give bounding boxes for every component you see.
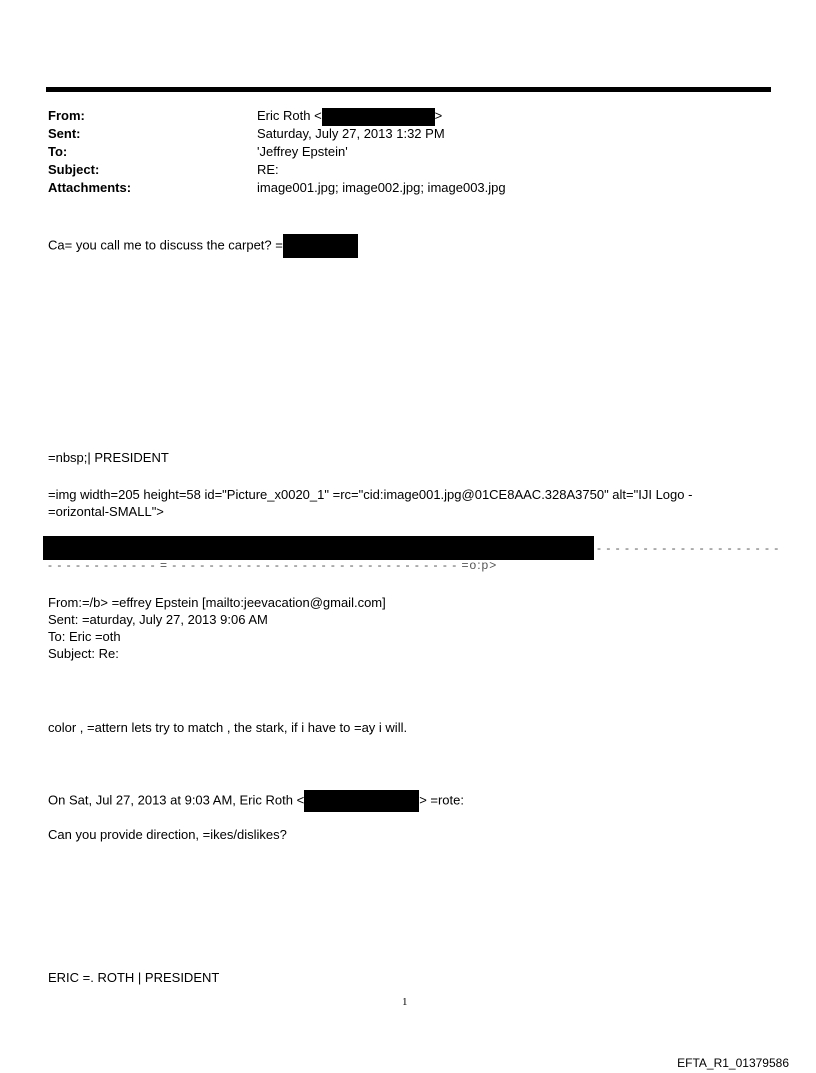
direction-question: Can you provide direction, =ikes/dislikes? xyxy=(48,827,287,842)
redaction-bar xyxy=(43,536,594,560)
quoted-sent: Sent: =aturday, July 27, 2013 9:06 AM xyxy=(48,612,268,627)
subject-label: Subject: xyxy=(48,162,100,177)
img-tag-line-1: =img width=205 height=58 id="Picture_x0020_1" =rc="cid:image001.jpg@01CE8AAC.328A3750" alt="IJI Logo - xyxy=(48,487,693,502)
from-name: Eric Roth < xyxy=(257,108,322,123)
signature-line-1: =nbsp;| PRESIDENT xyxy=(48,450,169,465)
img-tag-line-2: =orizontal-SMALL"> xyxy=(48,504,164,519)
attachments-label: Attachments: xyxy=(48,180,132,195)
reply-text: color , =attern lets try to match , the stark, if i have to =ay i will. xyxy=(48,720,408,735)
quoted-from: From:=/b> =effrey Epstein [mailto:jeevacation@gmail.com] xyxy=(48,595,386,610)
signature-line-2: ERIC =. ROTH | PRESIDENT xyxy=(48,970,220,985)
carpet-text: Ca= you call me to discuss the carpet? = xyxy=(48,237,283,253)
on-sat-prefix: On Sat, Jul 27, 2013 at 9:03 AM, Eric Roth < xyxy=(48,792,305,808)
on-sat-suffix: > =rote: xyxy=(419,792,464,808)
from-value xyxy=(257,107,442,126)
from-label: From: xyxy=(48,108,85,123)
dashed-separator-right: - - - - - - - - - - - - - - - - - - - - xyxy=(597,541,780,555)
subject-value: RE: xyxy=(257,162,279,177)
redaction-block xyxy=(283,234,358,258)
to-label: To: xyxy=(48,144,68,159)
to-value: 'Jeffrey Epstein' xyxy=(257,144,348,159)
sent-value: Saturday, July 27, 2013 1:32 PM xyxy=(257,126,445,141)
redaction-block xyxy=(322,108,435,126)
attachments-value: image001.jpg; image002.jpg; image003.jpg xyxy=(257,180,506,195)
quoted-subject: Subject: Re: xyxy=(48,646,119,661)
on-sat-line xyxy=(48,790,464,812)
bates-number: EFTA_R1_01379586 xyxy=(677,1056,789,1070)
quoted-to: To: Eric =oth xyxy=(48,629,121,644)
sent-label: Sent: xyxy=(48,126,81,141)
page-number: 1 xyxy=(402,996,408,1008)
from-suffix: > xyxy=(434,108,443,123)
redaction-block xyxy=(304,790,419,812)
dashed-separator: - - - - - - - - - - - - = - - - - - - - - - - - - - - - - - - - - - - - - - - - - - - - =o:p> xyxy=(48,558,498,572)
body-line-carpet xyxy=(48,234,358,258)
header-rule xyxy=(46,87,771,92)
